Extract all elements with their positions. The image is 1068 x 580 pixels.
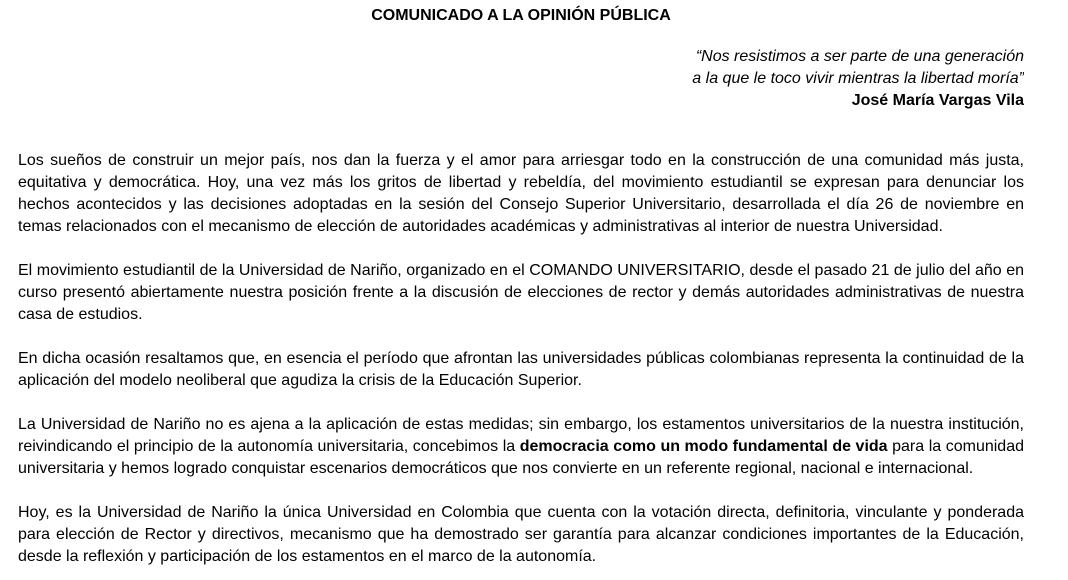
paragraph-4-emphasis: democracia como un modo fundamental de vida [519,438,888,455]
paragraph-1: Los sueños de construir un mejor país, nos dan la fuerza y el amor para arriesgar todo en la construcción de una comunidad más justa, equitativa y democrática. Hoy, una vez más los gritos de libertad y rebeldía, del movimiento estudiantil se expresan para denunciar los hechos acontecidos y las decisiones adoptadas en la sesión del Consejo Superior Universitario, desarrollada el día 26 de noviembre en temas relacionados con el mecanismo de elección de autoridades académicas y administrativas al interior de nuestra Universidad. [18,152,1024,235]
epigraph-line-2: a la que le toco vivir mientras la libertad moría” [692,70,1024,87]
paragraph-4 [18,414,1024,480]
paragraph-3: En dicha ocasión resaltamos que, en esencia el período que afrontan las universidades públicas colombianas representa la continuidad de la aplicación del modelo neoliberal que agudiza la crisis de la Educación Superior. [18,350,1024,389]
paragraph-2: El movimiento estudiantil de la Universidad de Nariño, organizado en el COMANDO UNIVERSITARIO, desde el pasado 21 de julio del año en curso presentó abiertamente nuestra posición frente a la discusión de elecciones de rector y demás autoridades administrativas de nuestra casa de estudios. [18,262,1024,323]
paragraph-5: Hoy, es la Universidad de Nariño la única Universidad en Colombia que cuenta con la votación directa, definitoria, vinculante y ponderada para elección de Rector y directivos, mecanismo que ha demostrado ser garantía para alcanzar condiciones importantes de la Educación, desde la reflexión y participación de los estamentos en el marco de la autonomía. [18,504,1024,565]
document-body [18,150,1024,580]
epigraph-line-1: “Nos resistimos a ser parte de una generación [695,48,1024,65]
page-title: COMUNICADO A LA OPINIÓN PÚBLICA [371,7,671,24]
epigraph [692,46,1024,112]
epigraph-author: José María Vargas Vila [851,92,1024,109]
paragraph-4-start: La Universidad de Nariño no es ajena a la aplicación de estas medidas; sin embargo, los estamentos universitarios de la nuestra institución, reivindicando el principio de la autonomía universitaria, concebimos la [18,416,1024,455]
document-page [18,0,1024,580]
paragraph-4-end: para la comunidad universitaria y hemos logrado conquistar escenarios democráticos que nos convierte en un referente regional, nacional e internacional. [18,438,1024,477]
